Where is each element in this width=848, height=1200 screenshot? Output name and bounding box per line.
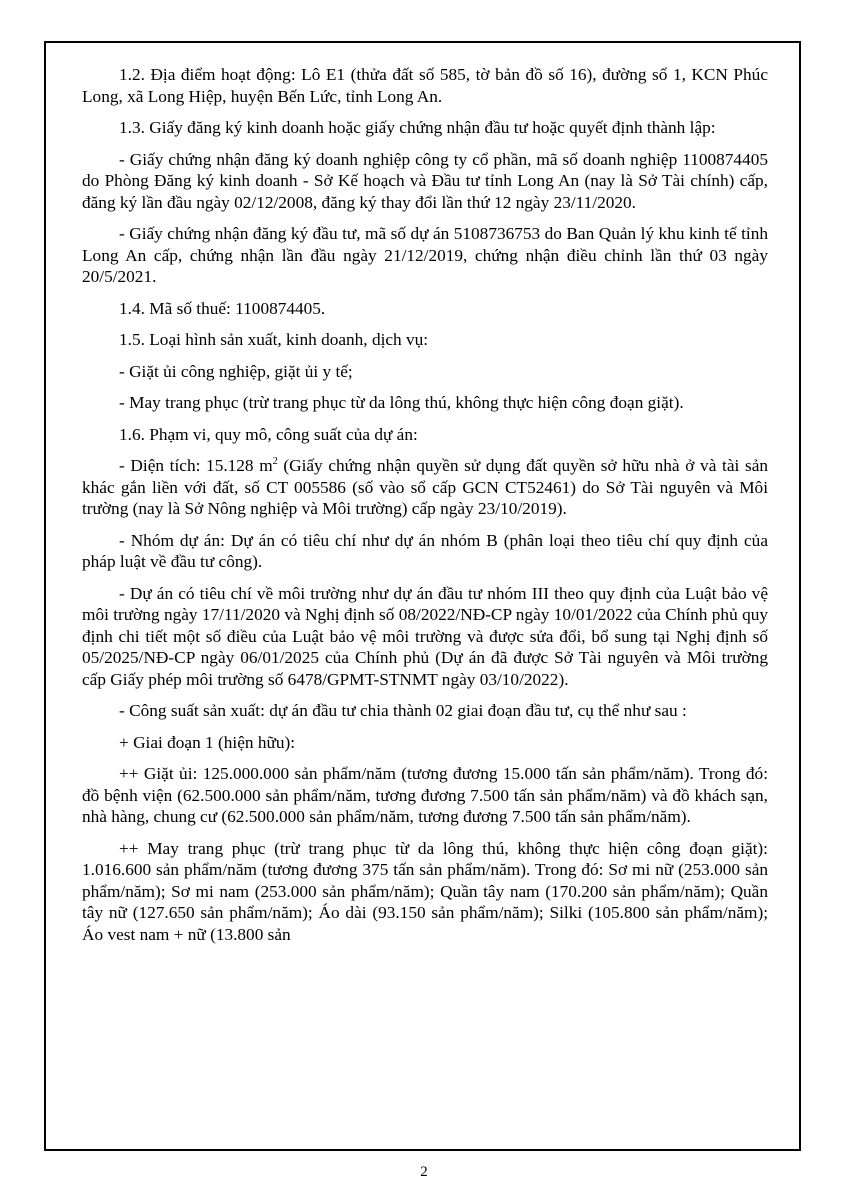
document-body — [82, 64, 768, 955]
area-text-after: (Giấy chứng nhận quyền sử dụng đất quyền sở hữu nhà ở và tài sản khác gắn liền với đất, số CT 005586 (số vào sổ cấp GCN CT52461) do Sở Tài nguyên và Môi trường (nay là Sở Nông nghiệp và Môi trường) cấp ngày 23/10/2019). — [82, 456, 768, 518]
area-text-before: - Diện tích: 15.128 m — [119, 456, 273, 475]
paragraph-capacity: - Công suất sản xuất: dự án đầu tư chia thành 02 giai đoạn đầu tư, cụ thể như sau : — [119, 701, 687, 720]
paragraph-garment: - May trang phục (trừ trang phục từ da lông thú, không thực hiện công đoạn giặt). — [119, 393, 684, 412]
area-superscript: 2 — [272, 456, 278, 468]
paragraph-business-registration: - Giấy chứng nhận đăng ký doanh nghiệp công ty cổ phần, mã số doanh nghiệp 1100874405 do Phòng Đăng ký kinh doanh - Sở Kế hoạch và Đầu tư tỉnh Long An (nay là Sở Tài chính) cấp, đăng ký lần đầu ngày 02/12/2008, đăng ký thay đổi lần thứ 12 ngày 23/11/2020. — [82, 149, 768, 212]
paragraph-laundry-capacity: ++ Giặt ủi: 125.000.000 sản phẩm/năm (tương đương 15.000 tấn sản phẩm/năm). Trong đó: đồ bệnh viện (62.500.000 sản phẩm/năm, tương đương 7.500 tấn sản phẩm/năm) và đồ khách sạn, nhà hàng, chung cư (62.500.000 sản phẩm/năm, tương đương 7.500 tấn sản phẩm/năm). — [82, 764, 768, 826]
paragraph-phase-1: + Giai đoạn 1 (hiện hữu): — [119, 732, 296, 752]
paragraph-laundry: - Giặt ủi công nghiệp, giặt ủi y tế; — [119, 361, 353, 381]
paragraph-1-2: 1.2. Địa điểm hoạt động: Lô E1 (thửa đất số 585, tờ bản đồ số 16), đường số 1, KCN Phúc Long, xã Long Hiệp, huyện Bến Lức, tỉnh Long An. — [82, 65, 768, 106]
paragraph-area — [82, 455, 768, 520]
paragraph-1-4-tax-code: 1.4. Mã số thuế: 1100874405. — [119, 298, 326, 318]
paragraph-project-group: - Nhóm dự án: Dự án có tiêu chí như dự án nhóm B (phân loại theo tiêu chí quy định của pháp luật về đầu tư công). — [82, 530, 768, 571]
paragraph-garment-capacity: ++ May trang phục (trừ trang phục từ da lông thú, không thực hiện công đoạn giặt): 1.016.600 sản phẩm/năm (tương đương 375 tấn sản phẩm/năm). Trong đó: Sơ mi nữ (253.000 sản phẩm/năm); Sơ mi nam (253.000 sản phẩm/năm); Quần tây nam (170.200 sản phẩm/năm); Quần tây nữ (127.650 sản phẩm/năm); Áo dài (93.150 sản phẩm/năm); Silki (105.800 sản phẩm/năm); Áo vest nam + nữ (13.800 sản — [82, 838, 768, 944]
paragraph-1-5: 1.5. Loại hình sản xuất, kinh doanh, dịch vụ: — [119, 330, 429, 349]
paragraph-investment-registration: - Giấy chứng nhận đăng ký đầu tư, mã số dự án 5108736753 do Ban Quản lý khu kinh tế tỉnh Long An cấp, chứng nhận lần đầu ngày 21/12/2019, chứng nhận điều chỉnh lần thứ 03 ngày 20/5/2021. — [82, 224, 768, 286]
page-number: 2 — [420, 1164, 428, 1180]
paragraph-1-3: 1.3. Giấy đăng ký kinh doanh hoặc giấy chứng nhận đầu tư hoặc quyết định thành lập: — [119, 118, 716, 137]
paragraph-1-6: 1.6. Phạm vi, quy mô, công suất của dự án: — [119, 424, 418, 444]
paragraph-environment-criteria: - Dự án có tiêu chí về môi trường như dự án đầu tư nhóm III theo quy định của Luật bảo vệ môi trường ngày 17/11/2020 và Nghị định số 08/2022/NĐ-CP ngày 10/01/2022 của Chính phủ quy định chi tiết một số điều của Luật bảo vệ môi trường và được sửa đổi, bổ sung tại Nghị định số 05/2025/NĐ-CP ngày 06/01/2025 của Chính phủ (Dự án đã được Sở Tài nguyên và Môi trường cấp Giấy phép môi trường số 6478/GPMT-STNMT ngày 03/10/2022). — [82, 583, 768, 689]
